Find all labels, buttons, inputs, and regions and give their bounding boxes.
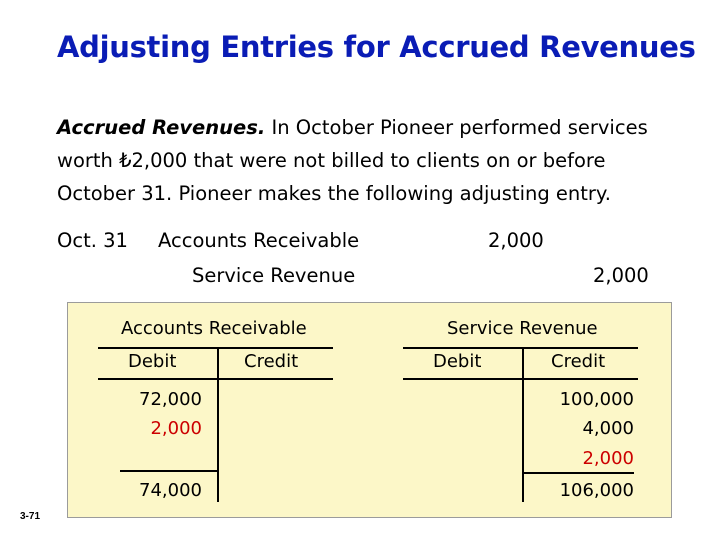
paragraph-text: In October Pioneer performed services worth ₺2,000 that were not billed to clients on or before October 31. Pioneer makes the following adjusting entry.	[57, 116, 648, 205]
t-account-top-line	[403, 347, 638, 349]
paragraph-lead: Accrued Revenues.	[57, 116, 266, 139]
credit-balance: 106,000	[559, 480, 634, 501]
t-account-header-line	[403, 378, 638, 380]
t-account-title: Service Revenue	[447, 318, 598, 339]
slide-number: 3-71	[20, 511, 41, 522]
t-account-balance-line	[522, 472, 634, 474]
journal-credit-amount: 2,000	[593, 264, 649, 287]
t-account-header-line	[98, 378, 333, 380]
slide-title: Adjusting Entries for Accrued Revenues	[57, 30, 696, 64]
debit-entry-adjustment: 2,000	[150, 418, 202, 439]
t-account-credit-label: Credit	[244, 351, 299, 372]
t-account-divider	[522, 347, 524, 502]
debit-entry: 72,000	[139, 389, 202, 410]
t-account-title: Accounts Receivable	[121, 318, 307, 339]
description-paragraph	[57, 111, 677, 210]
credit-entry-adjustment: 2,000	[582, 448, 634, 469]
t-account-debit-label: Debit	[128, 351, 177, 372]
t-account-credit-label: Credit	[551, 351, 606, 372]
debit-balance: 74,000	[139, 480, 202, 501]
journal-debit-account: Accounts Receivable	[158, 229, 360, 252]
journal-date: Oct. 31	[57, 229, 128, 252]
t-account-divider	[217, 347, 219, 502]
credit-entry: 100,000	[559, 389, 634, 410]
t-account-top-line	[98, 347, 333, 349]
credit-entry: 4,000	[582, 418, 634, 439]
t-account-debit-label: Debit	[433, 351, 482, 372]
journal-debit-amount: 2,000	[488, 229, 544, 252]
t-account-balance-line	[120, 470, 217, 472]
journal-credit-account: Service Revenue	[192, 264, 356, 287]
